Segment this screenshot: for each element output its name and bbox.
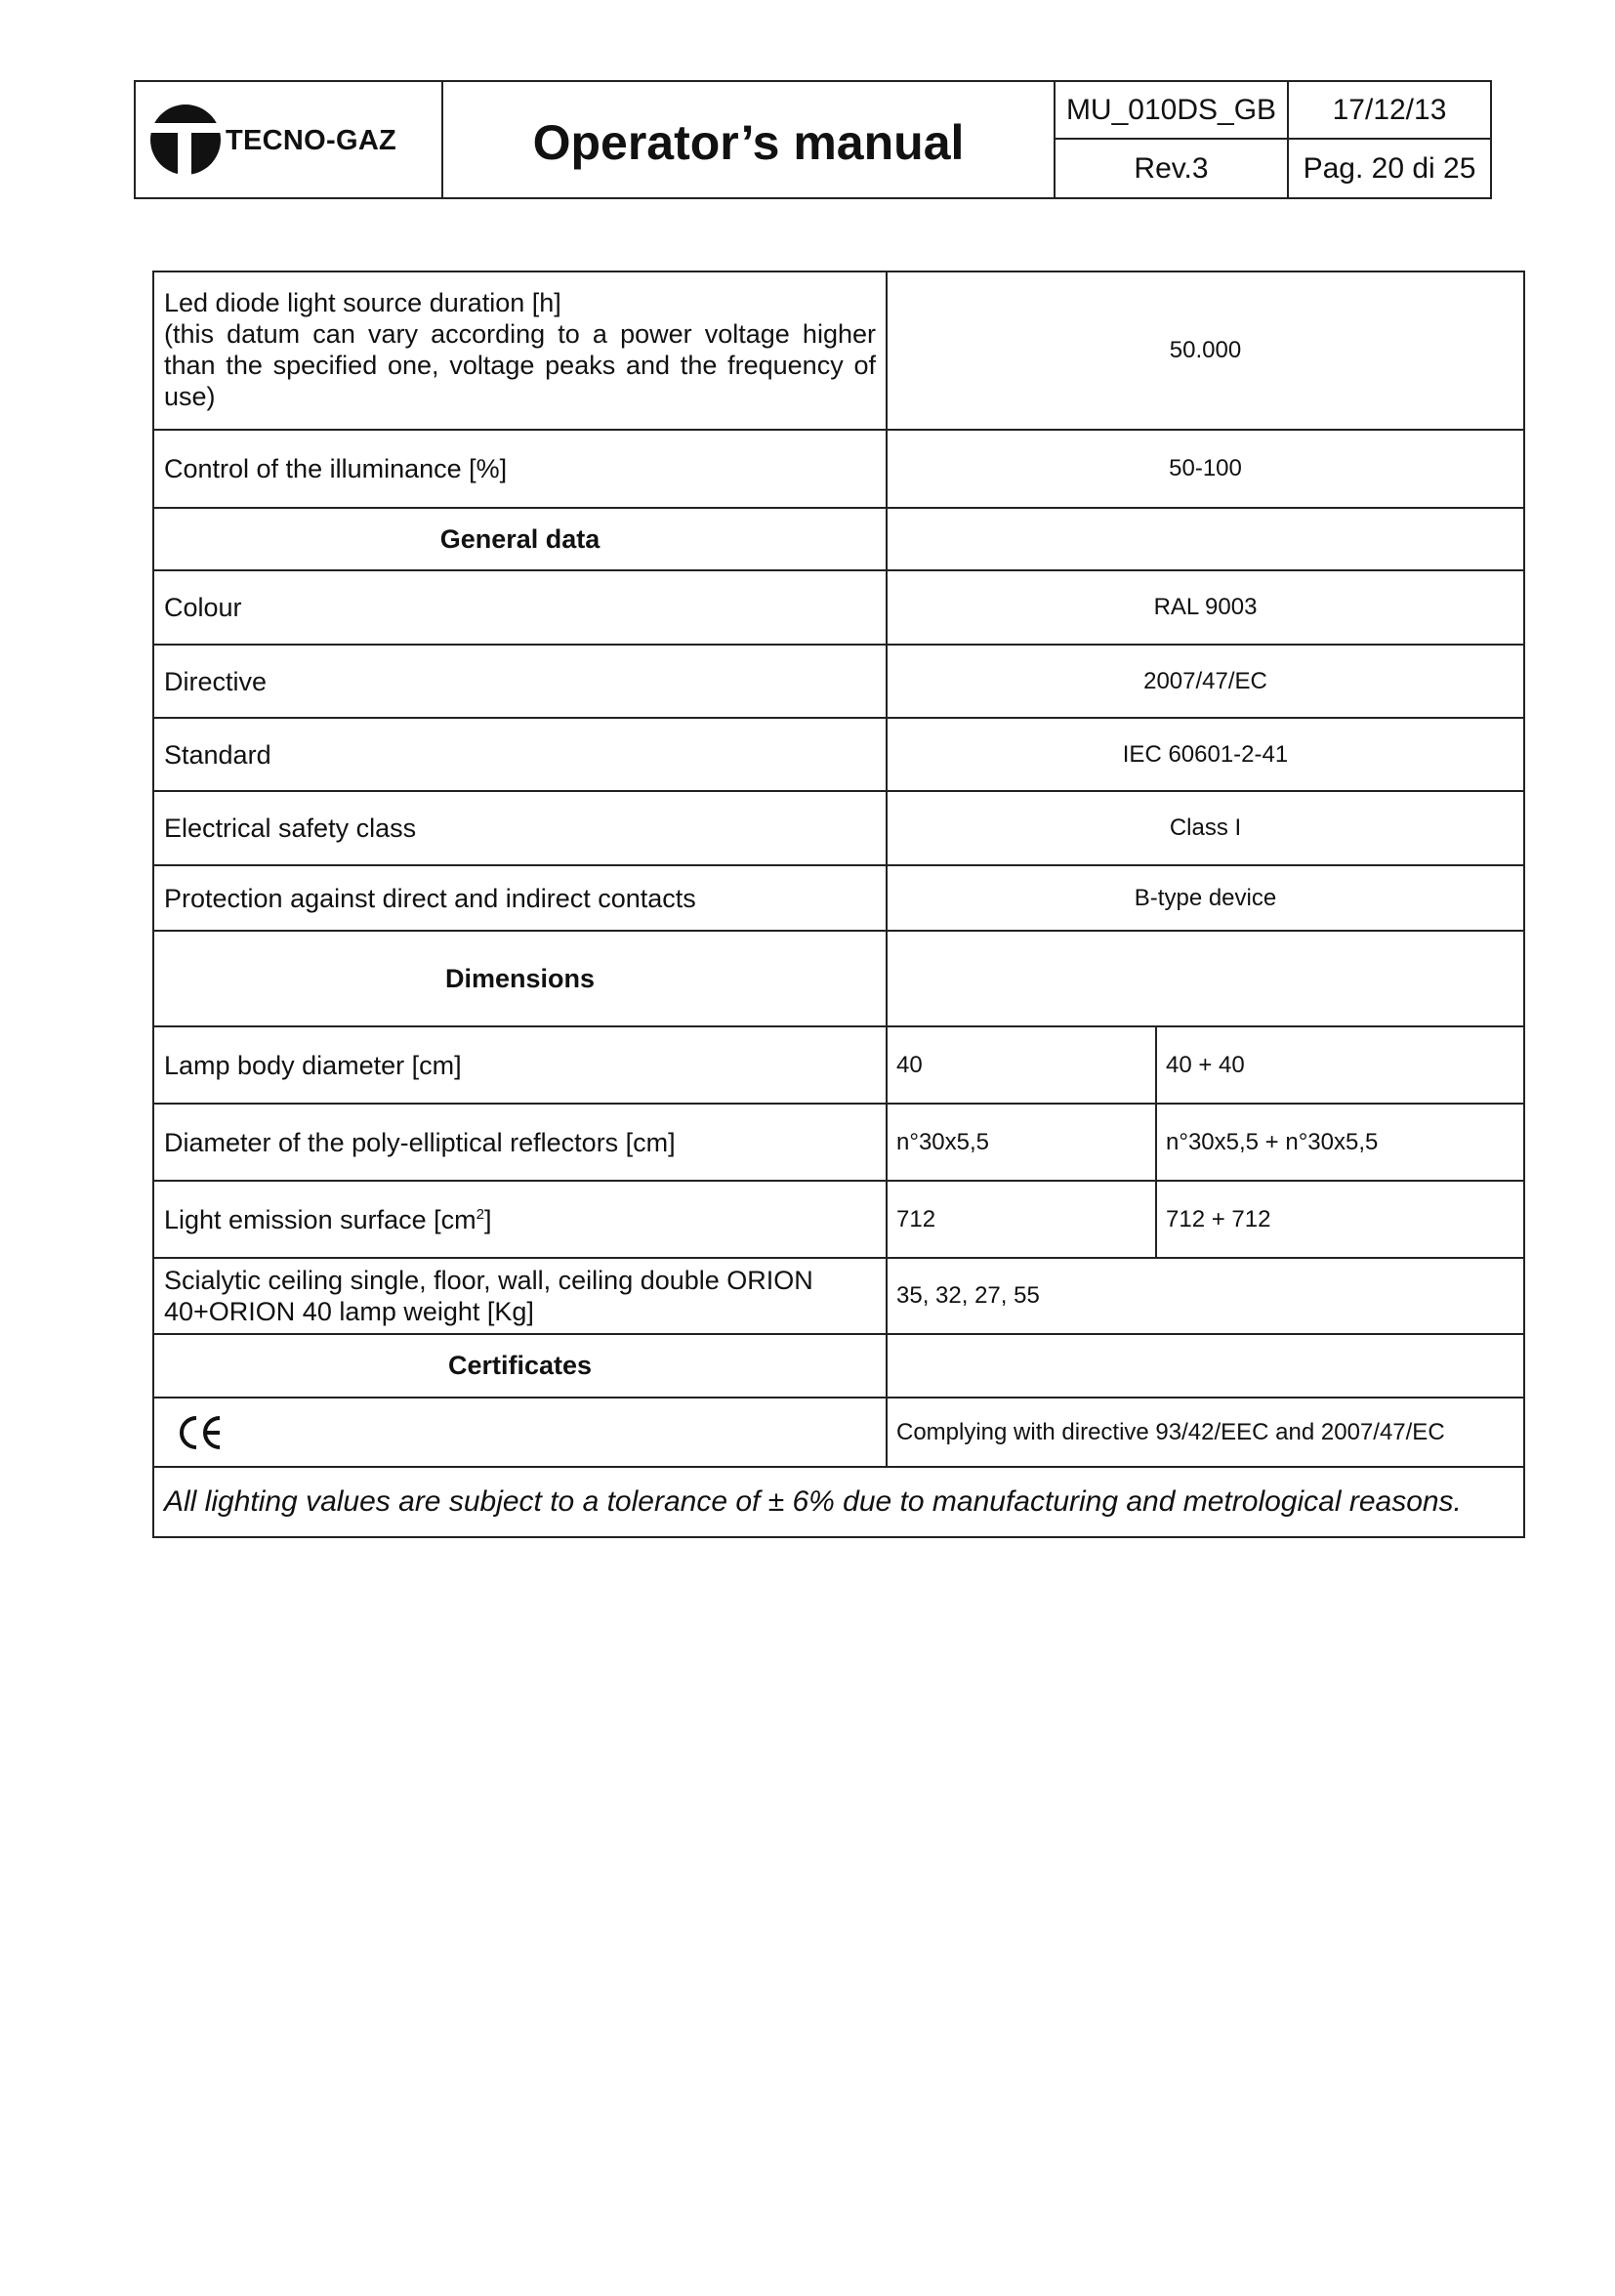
dimensions-heading: Dimensions (153, 931, 887, 1026)
colour-value: RAL 9003 (887, 570, 1524, 645)
lamp-diameter-label: Lamp body diameter [cm] (153, 1026, 887, 1104)
led-duration-value: 50.000 (887, 271, 1524, 430)
reflectors-single: n°30x5,5 (887, 1104, 1156, 1181)
technical-specs-table (152, 271, 1525, 1538)
protection-label: Protection against direct and indirect contacts (153, 865, 887, 931)
emission-surface-single: 712 (887, 1181, 1156, 1258)
document-header (134, 80, 1492, 199)
tecno-gaz-logo-icon (149, 104, 222, 176)
directive-label: Directive (153, 645, 887, 718)
safety-class-value: Class I (887, 791, 1524, 865)
table-row-emission-surface (153, 1181, 1524, 1258)
general-data-empty (887, 508, 1524, 570)
company-logo (136, 82, 443, 197)
table-row-reflectors (153, 1104, 1524, 1181)
emission-surface-double: 712 + 712 (1156, 1181, 1524, 1258)
general-data-heading: General data (153, 508, 887, 570)
emission-surface-label (153, 1181, 887, 1258)
table-row-colour (153, 570, 1524, 645)
colour-label: Colour (153, 570, 887, 645)
table-row-dimensions (153, 931, 1524, 1026)
doc-code: MU_010DS_GB (1056, 82, 1289, 140)
emission-surface-label-text: Light emission surface [cm (164, 1204, 476, 1234)
standard-value: IEC 60601-2-41 (887, 718, 1524, 791)
table-row-lamp-diameter (153, 1026, 1524, 1104)
led-duration-note: (this datum can vary according to a power voltage higher than the specified one, voltage peaks and the frequency of use) (164, 319, 876, 411)
standard-label: Standard (153, 718, 887, 791)
page-number: Pag. 20 di 25 (1303, 151, 1476, 185)
brand-name: TECNO-GAZ (226, 124, 397, 156)
emission-surface-exponent: 2 (476, 1205, 484, 1223)
table-row-led-duration (153, 271, 1524, 430)
emission-surface-label-close: ] (483, 1204, 492, 1234)
weight-label: Scialytic ceiling single, floor, wall, ceiling double ORION 40+ORION 40 lamp weight [Kg] (153, 1258, 887, 1334)
table-row-illuminance (153, 430, 1524, 508)
illuminance-label: Control of the illuminance [%] (153, 430, 887, 508)
lamp-diameter-single: 40 (887, 1026, 1156, 1104)
lamp-diameter-double: 40 + 40 (1156, 1026, 1524, 1104)
safety-class-label: Electrical safety class (153, 791, 887, 865)
tolerance-note: All lighting values are subject to a tolerance of ± 6% due to manufacturing and metrological reasons. (153, 1467, 1524, 1537)
ce-mark-cell (153, 1398, 887, 1467)
weight-value: 35, 32, 27, 55 (887, 1258, 1524, 1334)
certificates-empty (887, 1334, 1524, 1398)
ce-mark-icon (177, 1413, 226, 1452)
illuminance-value: 50-100 (887, 430, 1524, 508)
doc-date: 17/12/13 (1289, 82, 1490, 140)
document-title: Operator’s manual (443, 82, 1056, 197)
reflectors-double: n°30x5,5 + n°30x5,5 (1156, 1104, 1524, 1181)
table-row-certificates (153, 1334, 1524, 1398)
led-duration-title: Led diode light source duration [h] (164, 288, 561, 317)
table-row-general-data (153, 508, 1524, 570)
directive-value: 2007/47/EC (887, 645, 1524, 718)
table-row-safety-class (153, 791, 1524, 865)
table-row-ce-mark (153, 1398, 1524, 1467)
table-row-weight (153, 1258, 1524, 1334)
doc-revision: Rev.3 (1056, 140, 1289, 197)
reflectors-label: Diameter of the poly-elliptical reflectors [cm] (153, 1104, 887, 1181)
certificates-heading: Certificates (153, 1334, 887, 1398)
table-row-tolerance-note (153, 1467, 1524, 1537)
document-meta (1056, 82, 1490, 197)
dimensions-empty (887, 931, 1524, 1026)
led-duration-label (153, 271, 887, 430)
certificates-value: Complying with directive 93/42/EEC and 2007/47/EC (887, 1398, 1524, 1467)
table-row-standard (153, 718, 1524, 791)
protection-value: B-type device (887, 865, 1524, 931)
table-row-directive (153, 645, 1524, 718)
table-row-protection (153, 865, 1524, 931)
